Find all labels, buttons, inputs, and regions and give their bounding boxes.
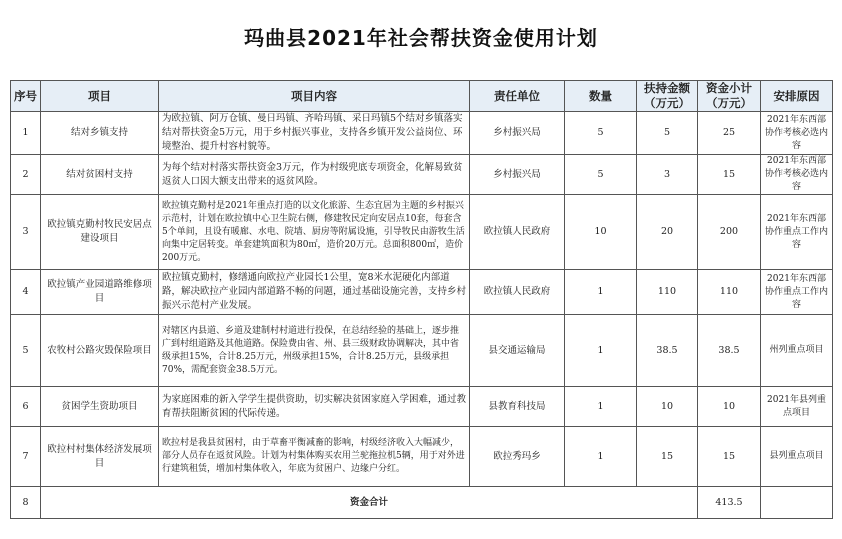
cell-content: 为欧拉镇、阿万仓镇、曼日玛镇、齐哈玛镇、采日玛镇5个结对乡镇落实结对帮扶资金5万元，用于乡村振兴事业，支持各乡镇开发公益岗位、环境整治、提升村容村貌等。: [159, 112, 470, 155]
cell-project: 欧拉镇克勤村牧民安居点建设项目: [41, 195, 159, 270]
table-row: [11, 387, 833, 427]
total-reason-empty: [761, 487, 833, 519]
cell-qty: 5: [565, 112, 637, 155]
cell-seq: 2: [11, 155, 41, 195]
cell-subtotal: 38.5: [698, 315, 761, 387]
cell-unit: 欧拉镇人民政府: [470, 270, 565, 315]
cell-project: 贫困学生资助项目: [41, 387, 159, 427]
cell-reason: 县列重点项目: [761, 427, 833, 487]
table-row: [11, 270, 833, 315]
header-project: 项目: [41, 81, 159, 112]
cell-subtotal: 110: [698, 270, 761, 315]
cell-content: 欧拉镇克勤村是2021年重点打造的以文化旅游、生态宜居为主题的乡村振兴示范村，计划在欧拉镇中心卫生院右侧，修建牧民定向安居点10套，每套含5个单间，且设有暖廊、水电、院墙、厨房等附属设施，引导牧民由游牧生活向集中定居转变。单套建筑面积为80㎡，造价20万元。总面积800㎡，造价200万元。: [159, 195, 470, 270]
total-value: 413.5: [698, 487, 761, 519]
cell-seq: 6: [11, 387, 41, 427]
table-row: [11, 112, 833, 155]
cell-project: 结对乡镇支持: [41, 112, 159, 155]
cell-qty: 1: [565, 270, 637, 315]
cell-amount: 20: [637, 195, 698, 270]
cell-amount: 38.5: [637, 315, 698, 387]
cell-amount: 110: [637, 270, 698, 315]
header-content: 项目内容: [159, 81, 470, 112]
cell-content: 欧拉镇克勤村，修缮通向欧拉产业园长1公里，宽8米水泥硬化内部道路，解决欧拉产业园内部道路不畅的问题，通过基础设施完善，支持乡村振兴示范村产业发展。: [159, 270, 470, 315]
cell-unit: 县教育科技局: [470, 387, 565, 427]
cell-unit: 乡村振兴局: [470, 155, 565, 195]
header-qty: 数量: [565, 81, 637, 112]
cell-reason: 2021年东西部协作重点工作内容: [761, 270, 833, 315]
cell-reason: 2021年东西部协作重点工作内容: [761, 195, 833, 270]
header-seq: 序号: [11, 81, 41, 112]
cell-seq: 3: [11, 195, 41, 270]
cell-project: 结对贫困村支持: [41, 155, 159, 195]
cell-subtotal: 25: [698, 112, 761, 155]
cell-qty: 5: [565, 155, 637, 195]
cell-unit: 县交通运输局: [470, 315, 565, 387]
cell-seq: 1: [11, 112, 41, 155]
cell-content: 为每个结对村落实帮扶资金3万元，作为村级兜底专项资金，化解易致贫返贫人口因大额支出带来的返贫风险。: [159, 155, 470, 195]
cell-qty: 1: [565, 387, 637, 427]
cell-project: 农牧村公路灾毁保险项目: [41, 315, 159, 387]
page-title: 玛曲县2021年社会帮扶资金使用计划: [244, 26, 598, 50]
cell-amount: 10: [637, 387, 698, 427]
cell-reason: 2021年县列重点项目: [761, 387, 833, 427]
table-header-row: [11, 81, 833, 112]
cell-reason: 2021年东西部协作考核必选内容: [761, 112, 833, 155]
cell-subtotal: 15: [698, 155, 761, 195]
table-row: [11, 315, 833, 387]
cell-subtotal: 200: [698, 195, 761, 270]
cell-amount: 15: [637, 427, 698, 487]
cell-subtotal: 15: [698, 427, 761, 487]
header-unit: 责任单位: [470, 81, 565, 112]
cell-reason: 州列重点项目: [761, 315, 833, 387]
cell-reason: 2021年东西部协作考核必选内容: [761, 155, 833, 195]
table-row: [11, 427, 833, 487]
header-subtotal: 资金小计（万元）: [698, 81, 761, 112]
funding-table: [10, 80, 833, 519]
cell-content: 为家庭困难的新入学学生提供资助，切实解决贫困家庭入学困难，通过教育帮扶阻断贫困的代际传递。: [159, 387, 470, 427]
cell-project: 欧拉村村集体经济发展项目: [41, 427, 159, 487]
header-amount: 扶持金额（万元）: [637, 81, 698, 112]
cell-unit: 乡村振兴局: [470, 112, 565, 155]
cell-content: 欧拉村是我县贫困村，由于草畜平衡减畜的影响，村级经济收入大幅减少，部分人员存在返贫风险。计划为村集体购买农用兰驼拖拉机5辆，用于对外进行建筑租赁，增加村集体收入，年底为贫困户、边缘户分红。: [159, 427, 470, 487]
cell-seq: 5: [11, 315, 41, 387]
header-reason: 安排原因: [761, 81, 833, 112]
cell-seq: 7: [11, 427, 41, 487]
cell-subtotal: 10: [698, 387, 761, 427]
cell-qty: 1: [565, 315, 637, 387]
cell-seq: 4: [11, 270, 41, 315]
cell-unit: 欧拉秀玛乡: [470, 427, 565, 487]
cell-content: 对辖区内县道、乡道及建制村村道进行投保，在总结经验的基础上，逐步推广到村组道路及其他道路。保险费由省、州、县三级财政协调解决，其中省级承担15%，合计8.25万元，州级承担15%，合计8.25万元，县级承担70%，需配套资金38.5万元。: [159, 315, 470, 387]
cell-qty: 1: [565, 427, 637, 487]
cell-unit: 欧拉镇人民政府: [470, 195, 565, 270]
cell-qty: 10: [565, 195, 637, 270]
total-label: 资金合计: [41, 487, 698, 519]
table-row: [11, 195, 833, 270]
total-row: [11, 487, 833, 519]
table-row: [11, 155, 833, 195]
total-seq: 8: [11, 487, 41, 519]
cell-amount: 3: [637, 155, 698, 195]
cell-amount: 5: [637, 112, 698, 155]
cell-project: 欧拉镇产业园道路维修项目: [41, 270, 159, 315]
